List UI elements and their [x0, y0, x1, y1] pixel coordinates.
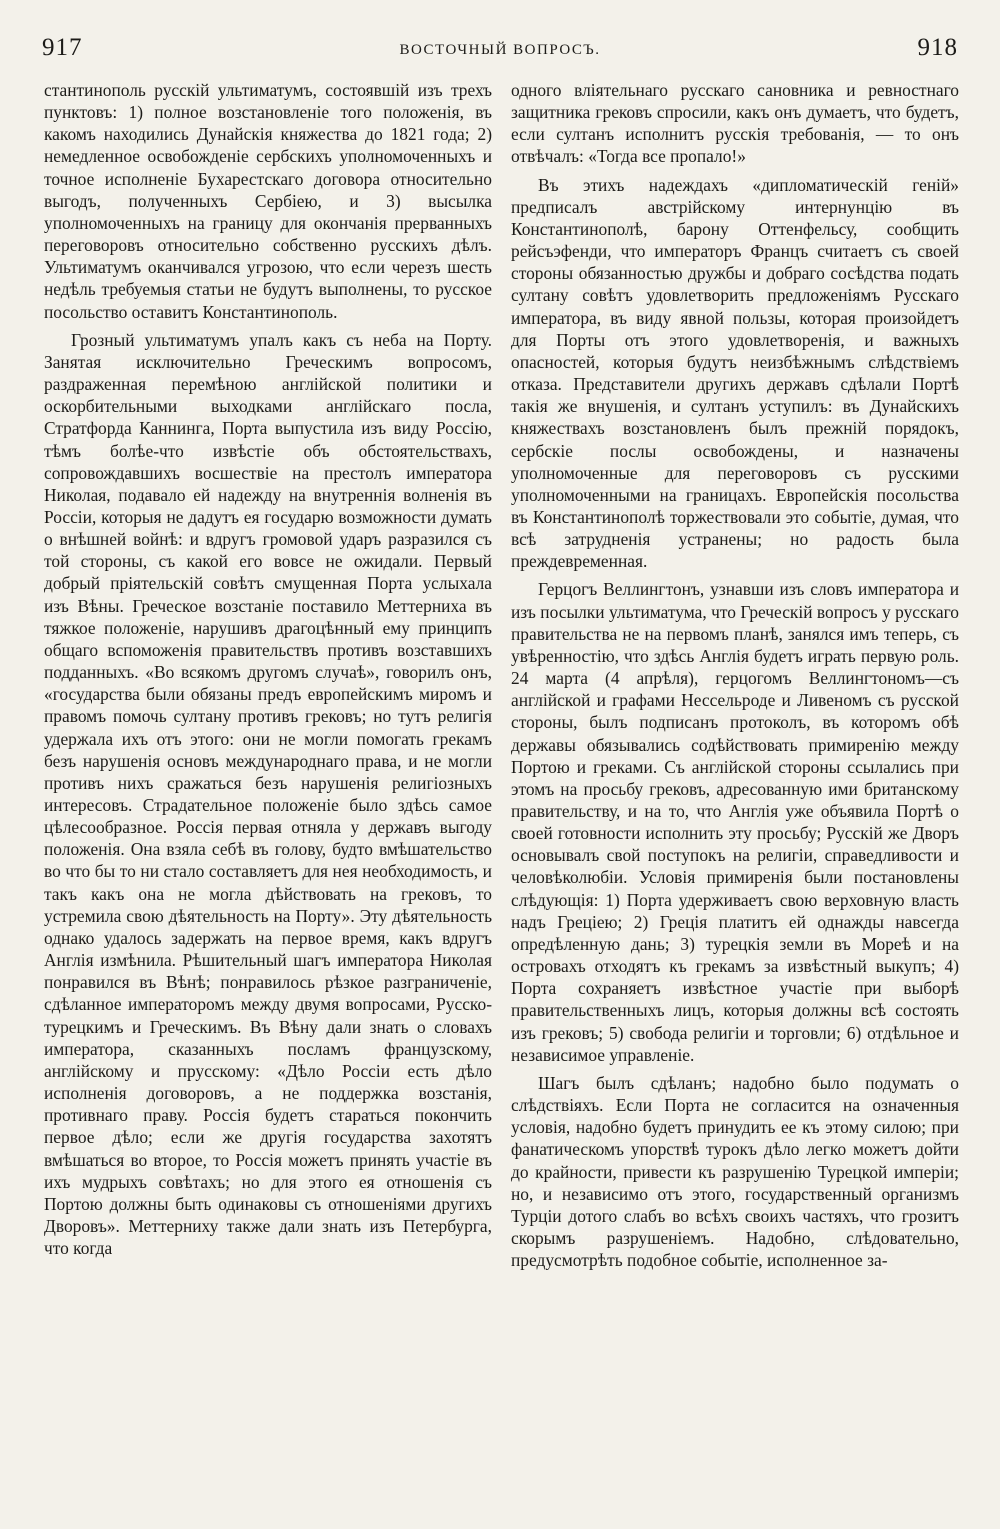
page-number-left: 917	[42, 34, 83, 61]
paragraph: Грозный ультиматумъ упалъ какъ съ неба на Порту. Занятая исключительно Греческимъ вопросомъ, раздраженная перемѣною англійской политики и оскорбительными выходками англійскаго посла, Стратфорда Каннинга, Порта выпустила изъ виду Россію, тѣмъ болѣе-что извѣстіе объ обстоятельствахъ, сопровождавшихъ восшествіе на престолъ императора Николая, подавало ей надежду на внутреннія волненія въ Россіи, которыя не дадутъ ея государю возможности думать о внѣшней войнѣ: и вдругъ громовой ударъ разразился съ той стороны, съ какой его вовсе не ожидали. Первый добрый пріятельскій совѣтъ смущенная Порта услыхала изъ Вѣны. Греческое возстаніе поставило Меттерниха въ тяжкое положеніе, нарушивъ драгоцѣнный ему принципъ общаго вспоможенія правительствъ противъ возставшихъ подданныхъ. «Во всякомъ другомъ случаѣ», говорилъ онъ, «государства были обязаны предъ европейскимъ миромъ и правомъ помочь султану противъ грековъ; но тутъ религія удержала ихъ отъ этого: они не могли помогать грекамъ безъ нарушенія основъ международнаго права, и не могли противъ нихъ сражаться безъ нарушенія религіозныхъ интересовъ. Страдательное положеніе было здѣсь самое цѣлесообразное. Россія первая отняла у державъ выгоду положенія. Она взяла себѣ въ голову, будто вмѣшательство во что бы то ни стало составляетъ для нея необходимость, и такъ какъ она не могла дѣйствовать на грековъ, то устремила свою дѣятельность на Порту». Эту дѣятельность однако удалось задержать на первое время, какъ вдругъ Англія измѣнила. Рѣшительный шагъ императора Николая понравился въ Вѣнѣ; понравилось рѣзкое разграниченіе, сдѣланное императоромъ между двумя вопросами, Русско-турецкимъ и Греческимъ. Въ Вѣну дали знать о словахъ императора, сказанныхъ посламъ французскому, англійскому и прусскому: «Дѣло Россіи есть дѣло исполненія договоровъ, а не поддержка возстанія, противнаго праву. Россія будетъ стараться покончить первое дѣло; если же другія государства захотятъ вмѣшаться во второе, то Россія можетъ принять участіе въ ихъ мудрыхъ совѣтахъ; но для этого ея отношенія съ Портою должны быть одинаковы съ отношеніями другихъ Дворовъ». Меттерниху также дали знать изъ Петербурга, что когда	[44, 329, 492, 1259]
left-column	[44, 79, 492, 1259]
paragraph: Шагъ былъ сдѣланъ; надобно было подумать о слѣдствіяхъ. Если Порта не согласится на означенныя условія, надобно будетъ принудить ее къ этому силою; при фанатическомъ упорствѣ турокъ дѣло легко можетъ дойти до крайности, привести къ разрушенію Турецкой имперіи; но, и независимо отъ этого, государственный организмъ Турціи дотого слабъ во всѣхъ своихъ частяхъ, что грозитъ скорымъ разрушеніемъ. Надобно, слѣдовательно, предусмотрѣть подобное событіе, исполненное за-	[511, 1072, 959, 1271]
paragraph: Герцогъ Веллингтонъ, узнавши изъ словъ императора и изъ посылки ультиматума, что Греческій вопросъ у русскаго правительства не на первомъ планѣ, занялся имъ теперь, съ увѣренностію, что здѣсь Англія будетъ играть первую роль. 24 марта (4 апрѣля), герцогомъ Веллингтономъ—съ англійской и графами Нессельроде и Ливеномъ съ русской стороны, былъ подписанъ протоколъ, въ которомъ обѣ державы обязывались содѣйствовать примиренію между Портою и греками. Съ англійской стороны ссылались при этомъ на просьбу грековъ, адресованную ими британскому правительству, и на то, что Англія уже объявила Портѣ о своей готовности исполнить эту просьбу; Русскій же Дворъ основывалъ свой поступокъ на религіи, справедливости и человѣколюбіи. Условія примиренія были постановлены слѣдующія: 1) Порта удерживаетъ свою верховную власть надъ Греціею; 2) Греція платитъ ей однажды навсегда опредѣленную дань; 3) турецкія земли въ Мореѣ и на островахъ отходятъ къ грекамъ за извѣстный выкупъ; 4) Порта сохраняетъ извѣстное участіе при выборѣ правительственныхъ лицъ, которыя должны всѣ состоять изъ грековъ; 5) свобода религіи и торговли; 6) отдѣльное и независимое управленіе.	[511, 579, 959, 1065]
paragraph: Въ этихъ надеждахъ «дипломатическій геній» предписалъ австрійскому интернунцію въ Константинополѣ, барону Оттенфельсу, сообщить рейсъэфенди, что императоръ Францъ считаетъ съ своей стороны обязанностью дружбы и добраго сосѣдства подать султану совѣтъ удовлетворить предложеніямъ Русскаго императора, въ виду явной пользы, которая произойдетъ для Порты отъ этого удовлетворенія, и важныхъ опасностей, которыя будутъ неизбѣжнымъ слѣдствіемъ отказа. Представители другихъ державъ сдѣлали Портѣ такія же внушенія, и султанъ уступилъ: въ Дунайскихъ княжествахъ возстановленъ былъ прежній порядокъ, сербскіе послы освобождены, и назначены уполномоченные для переговоровъ съ русскими уполномоченными на границахъ. Европейскія посольства въ Константинополѣ торжествовали это событіе, думая, что всѣ затрудненія устранены; но радость была преждевременная.	[511, 174, 959, 572]
paragraph: одного вліятельнаго русскаго сановника и ревностнаго защитника грековъ спросили, какъ онъ думаетъ, что будетъ, если султанъ исполнитъ русскія требованія, — то онъ отвѣчалъ: «Тогда все пропало!»	[511, 80, 959, 167]
paragraph: стантинополь русскій ультиматумъ, состоявшій изъ трехъ пунктовъ: 1) полное возстановленіе того положенія, въ какомъ находились Дунайскія княжества до 1821 года; 2) немедленное освобожденіе сербскихъ уполномоченныхъ и точное исполненіе Бухарестскаго договора относительно выгодъ, полученныхъ Сербіею, и 3) высылка уполномоченныхъ на границу для окончанія прерванныхъ переговоровъ относительно собственно русскихъ дѣлъ. Ультиматумъ оканчивался угрозою, что если черезъ шесть недѣль требуемыя статьи не будутъ выполнены, то русское посольство оставитъ Константинополь.	[44, 80, 492, 322]
running-title: ВОСТОЧНЫЙ ВОПРОСЪ.	[399, 42, 601, 58]
right-column	[511, 79, 959, 1271]
page-header	[40, 34, 960, 74]
page-number-right: 918	[917, 34, 958, 61]
